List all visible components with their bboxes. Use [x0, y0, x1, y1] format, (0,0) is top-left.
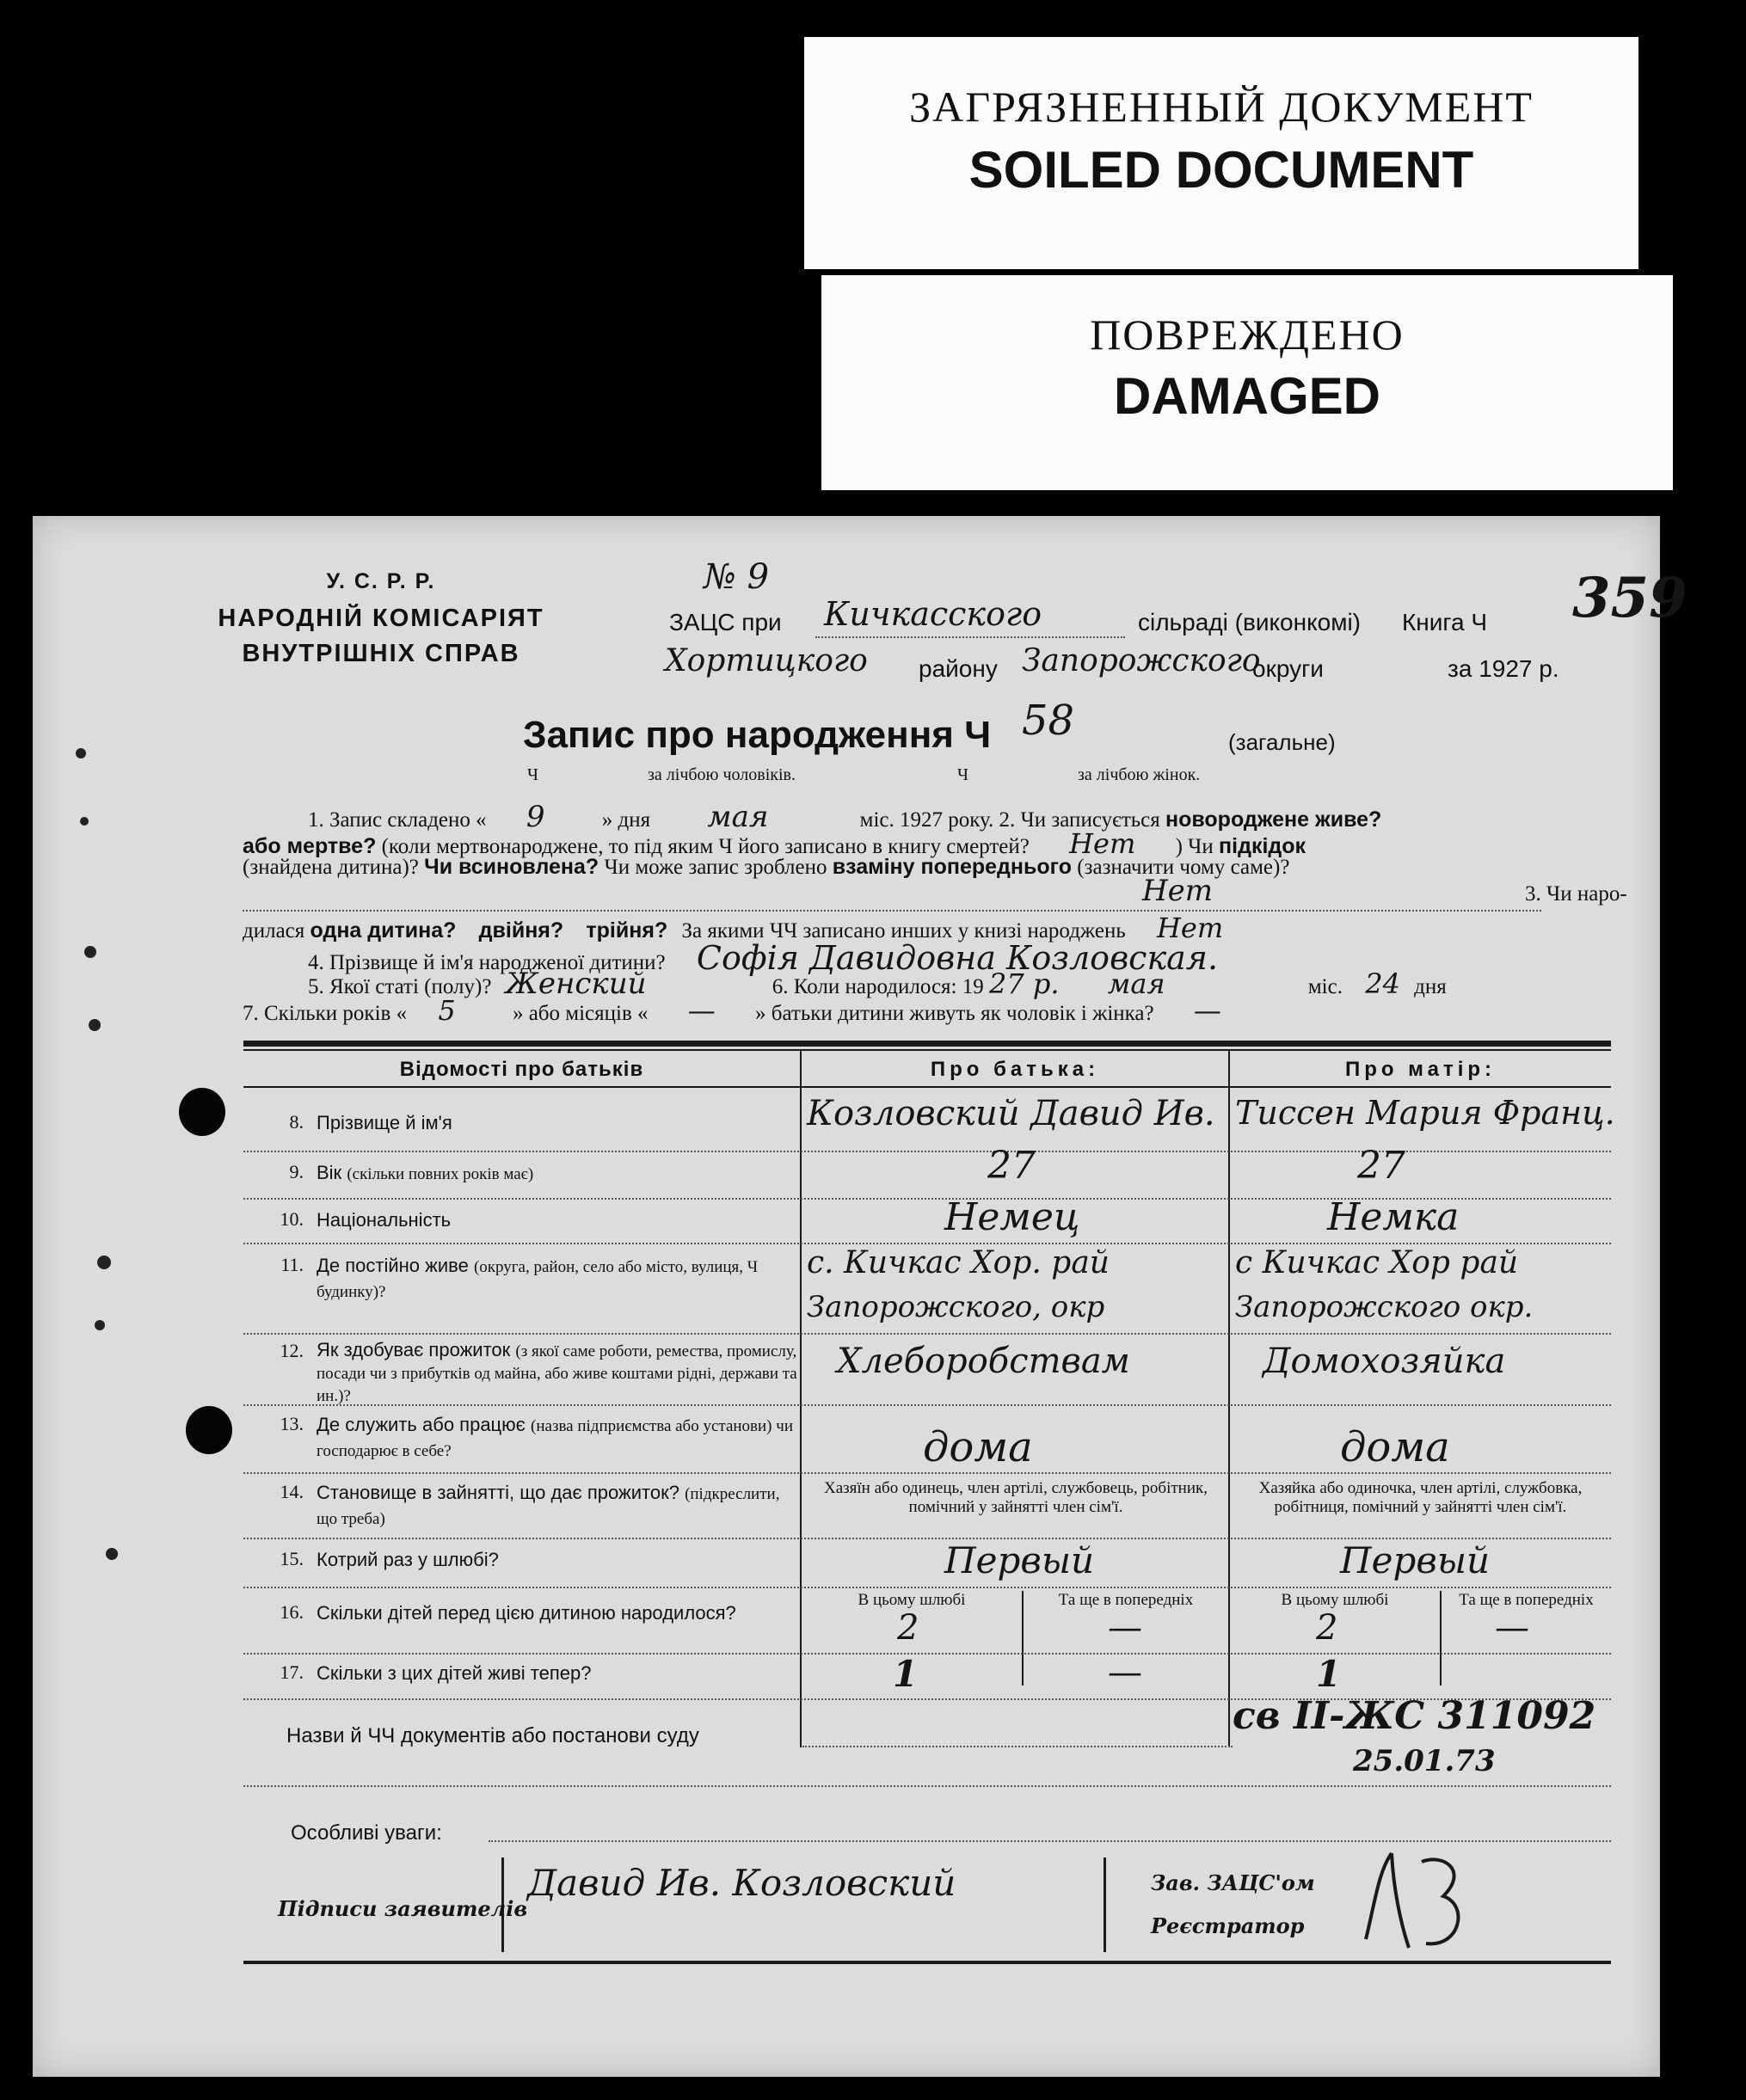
- year-label: за 1927 р.: [1448, 655, 1559, 682]
- q2-found: (знайдена дитина)?: [243, 856, 419, 879]
- q3-twins: двійня?: [478, 918, 564, 943]
- father-residence-2: Запорожского, окр: [807, 1290, 1105, 1324]
- pin-mark: [97, 1256, 111, 1269]
- q1-month: мая: [707, 800, 769, 834]
- registrar-label: Реєстратор: [1151, 1913, 1305, 1938]
- q5-text: 5. Якої статі (полу)?: [308, 975, 492, 998]
- damaged-label-ru: ПОВРЕЖДЕНО: [1090, 310, 1405, 359]
- q6-month: міс.: [1307, 975, 1343, 998]
- q2-live: новороджене живе?: [1165, 807, 1382, 832]
- q7-answer: —: [1193, 994, 1221, 1027]
- q13-label: Де служить або працює: [317, 1414, 526, 1435]
- q7-text-c: » батьки дитини живуть як чоловік і жінка?: [755, 1002, 1154, 1025]
- q8-label: Прізвище й ім'я: [317, 1112, 452, 1133]
- book-number: 359: [1572, 566, 1688, 630]
- soiled-label-ru: ЗАГРЯЗНЕННЫЙ ДОКУМЕНТ: [909, 83, 1534, 131]
- damaged-label-en: DAMAGED: [1114, 367, 1380, 425]
- zags-prefix: ЗАЦС при: [669, 609, 782, 636]
- marriage-years: 5: [438, 994, 456, 1027]
- village-suffix: сільраді (виконкомі): [1138, 609, 1361, 636]
- father-children-current: 2: [897, 1608, 919, 1648]
- punch-hole: [186, 1406, 232, 1454]
- q6-text: 6. Коли народилося: 19: [772, 975, 984, 998]
- row-num: 9.: [289, 1161, 304, 1182]
- q2-replace-text: Чи може запис зроблено: [604, 856, 827, 879]
- row-num: 12.: [280, 1340, 304, 1361]
- q3-others: За якими ЧЧ записано инших у книзі народжень: [681, 919, 1126, 943]
- q14-note: (підкреслити, що треба): [317, 1485, 780, 1528]
- commissariat-line-2: ВНУТРІШНІХ СПРАВ: [242, 640, 520, 667]
- q2-foundling: підкідок: [1219, 834, 1306, 858]
- q2-answer: Нет: [1069, 827, 1136, 860]
- father-employment-options: Хазяїн або одинець, член артілі, службовець, робітник, помічний у зайнятті член сім'ї.: [824, 1479, 1208, 1516]
- father-occupation: Хлеборобствам: [837, 1342, 1130, 1381]
- soiled-label-en: SOILED DOCUMENT: [968, 141, 1474, 199]
- mother-residence-1: с Кичкас Хор рай: [1235, 1245, 1519, 1280]
- row-num: 8.: [289, 1111, 304, 1133]
- q3-answer: Нет: [1157, 912, 1224, 944]
- record-title: Запис про народження Ч: [523, 714, 992, 756]
- row-num: 11.: [280, 1254, 304, 1275]
- okrug-name: Запорожского: [1022, 643, 1261, 679]
- q2-dead: або мертве?: [243, 834, 377, 858]
- pin-mark: [106, 1548, 118, 1560]
- q2-text-b: ) Чи: [1175, 835, 1214, 858]
- q2-replace-note: (зазначити чому саме)?: [1077, 856, 1290, 879]
- row-num: 15.: [280, 1548, 304, 1569]
- birth-record-form: [33, 516, 1688, 2077]
- father-current-marriage-header: В цьому шлюбі: [858, 1591, 966, 1609]
- q6-day: дня: [1414, 975, 1447, 998]
- q7-text-b: » або місяців «: [512, 1002, 649, 1025]
- mother-marriage-count: Первый: [1340, 1539, 1491, 1581]
- notes-label: Особливі уваги:: [291, 1821, 442, 1845]
- q2-replace-answer: Нет: [1142, 874, 1214, 908]
- mother-children-alive: 1: [1316, 1653, 1342, 1695]
- q3-triplets: трійня?: [586, 918, 668, 943]
- general-label: (загальне): [1228, 729, 1336, 755]
- documents-label: Назви й ЧЧ документів або постанови суду: [286, 1724, 699, 1747]
- mother-age: 27: [1357, 1144, 1405, 1188]
- marriage-months: —: [687, 994, 716, 1027]
- row-num: 14.: [280, 1481, 304, 1502]
- women-count-suffix: за лічбою жінок.: [1078, 765, 1201, 784]
- father-prior-header: Та ще в попередніх: [1058, 1591, 1194, 1609]
- soiled-document-label: [804, 37, 1638, 269]
- table-top-rule: [243, 1041, 1611, 1047]
- father-name: Козловский Давид Ив.: [807, 1094, 1215, 1133]
- q1-text-c: міс. 1927 року. 2. Чи записується: [859, 808, 1160, 832]
- q3-text-start: 3. Чи наро-: [1525, 882, 1627, 906]
- q13-note: (назва підприємства або установи) чи господарює в себе?: [317, 1417, 793, 1460]
- registrar-signature-mark: [1340, 1836, 1512, 1965]
- q2-adopted: Чи всиновлена?: [424, 855, 599, 879]
- q2-replace-bold: взаміну попереднього: [832, 855, 1073, 879]
- men-count-label: Ч: [527, 765, 538, 784]
- q3-single: одна дитина?: [310, 918, 457, 943]
- father-children-prior-alive: —: [1108, 1653, 1142, 1692]
- pin-mark: [80, 817, 89, 826]
- q3-text: дилася: [243, 919, 305, 943]
- book-label: Книга Ч: [1402, 609, 1488, 636]
- form-bottom-rule: [243, 1961, 1611, 1964]
- damaged-label: [821, 275, 1673, 490]
- mother-residence-2: Запорожского окр.: [1235, 1290, 1534, 1324]
- q10-label: Національність: [317, 1209, 452, 1231]
- documents-number: св II-ЖС 311092: [1233, 1694, 1596, 1738]
- q1-day: 9: [526, 800, 545, 834]
- q12-note: (з якої саме роботи, ремества, промислу, посади чи з прибутків од майна, або живе коштами рідні, держави та ин.)?: [317, 1342, 797, 1405]
- col-parents-info: Відомості про батьків: [399, 1058, 644, 1081]
- q11-label: Де постійно живе: [317, 1255, 469, 1276]
- row-num: 10.: [280, 1208, 304, 1230]
- q7-text-a: 7. Скільки років «: [243, 1002, 408, 1025]
- mother-prior-header: Та ще в попередніх: [1459, 1591, 1594, 1609]
- men-count-suffix: за лічбою чоловіків.: [648, 765, 796, 784]
- mother-nationality: Немка: [1327, 1195, 1460, 1239]
- q14-label: Становище в зайнятті, що дає прожиток?: [317, 1482, 679, 1503]
- punch-hole: [179, 1088, 225, 1136]
- district-suffix: району: [919, 655, 998, 682]
- zags-head-label: Зав. ЗАЦС'ом: [1151, 1870, 1315, 1895]
- documents-date: 25.01.73: [1353, 1744, 1496, 1778]
- q16-label: Скільки дітей перед цією дитиною народилося?: [317, 1602, 736, 1624]
- ussr-label: У. С. Р. Р.: [326, 569, 436, 593]
- mother-employment-options: Хазяйка або одиночка, член артілі, службовка, робітниця, помічний у зайнятті член сім'ї.: [1258, 1479, 1583, 1516]
- father-children-alive: 1: [893, 1653, 919, 1695]
- child-name: Софія Давидовна Козловская.: [696, 939, 1219, 977]
- child-sex: Женский: [505, 967, 647, 1001]
- father-age: 27: [987, 1144, 1036, 1188]
- pin-mark: [89, 1019, 101, 1031]
- applicant-signature: Давид Ив. Козловский: [527, 1862, 956, 1904]
- birth-year: 27 р.: [988, 967, 1060, 1000]
- mother-children-prior: —: [1495, 1608, 1529, 1648]
- row-num: 17.: [280, 1661, 304, 1683]
- record-number: 58: [1022, 697, 1075, 745]
- row-num: 16.: [280, 1601, 304, 1623]
- pin-mark: [84, 946, 96, 958]
- women-count-label: Ч: [957, 765, 968, 784]
- father-nationality: Немец: [944, 1195, 1080, 1239]
- pin-mark: [76, 748, 86, 758]
- q9-label: Вік: [317, 1162, 342, 1183]
- mother-current-marriage-header: В цьому шлюбі: [1281, 1591, 1389, 1609]
- father-marriage-count: Первый: [944, 1539, 1095, 1581]
- applicants-label: Підписи заявителів: [278, 1896, 528, 1921]
- issuer-block: [179, 569, 583, 668]
- q1-text-b: » дня: [601, 808, 651, 832]
- commissariat-line-1: НАРОДНІЙ КОМІСАРІЯТ: [218, 605, 544, 632]
- q15-label: Котрий раз у шлюбі?: [317, 1549, 499, 1570]
- mother-occupation: Домохозяйка: [1263, 1342, 1506, 1381]
- q9-note: (скільки повних років має): [347, 1165, 534, 1183]
- mother-children-current: 2: [1316, 1608, 1338, 1648]
- district-name: Хортицкого: [665, 643, 868, 679]
- q1-text-a: 1. Запис складено «: [308, 808, 487, 832]
- birth-day: 24: [1365, 967, 1400, 1000]
- col-father: Про батька:: [930, 1058, 1100, 1081]
- q11-note: (округа, район, село або місто, вулиця, Ч будинку)?: [317, 1258, 759, 1301]
- q12-label: Як здобуває прожиток: [317, 1339, 511, 1360]
- q4-text: 4. Прізвище й ім'я народженої дитини?: [308, 951, 666, 974]
- mother-workplace: дома: [1340, 1423, 1450, 1471]
- village-name: Кичкасского: [824, 595, 1042, 633]
- q2-text: (коли мертвонароджене, то під яким Ч його записано в книгу смертей?: [381, 835, 1030, 858]
- okrug-suffix: округи: [1252, 655, 1324, 682]
- father-children-prior: —: [1108, 1608, 1142, 1648]
- birth-month: мая: [1107, 967, 1165, 1000]
- q17-label: Скільки з цих дітей живі тепер?: [317, 1662, 592, 1684]
- row-num: 13.: [280, 1413, 304, 1434]
- mother-name: Тиссен Мария Франц.: [1235, 1094, 1615, 1132]
- father-workplace: дома: [923, 1423, 1033, 1471]
- zags-number: № 9: [704, 557, 770, 597]
- col-mother: Про матір:: [1344, 1058, 1497, 1081]
- father-residence-1: с. Кичкас Хор. рай: [807, 1245, 1110, 1280]
- pin-mark: [95, 1320, 105, 1330]
